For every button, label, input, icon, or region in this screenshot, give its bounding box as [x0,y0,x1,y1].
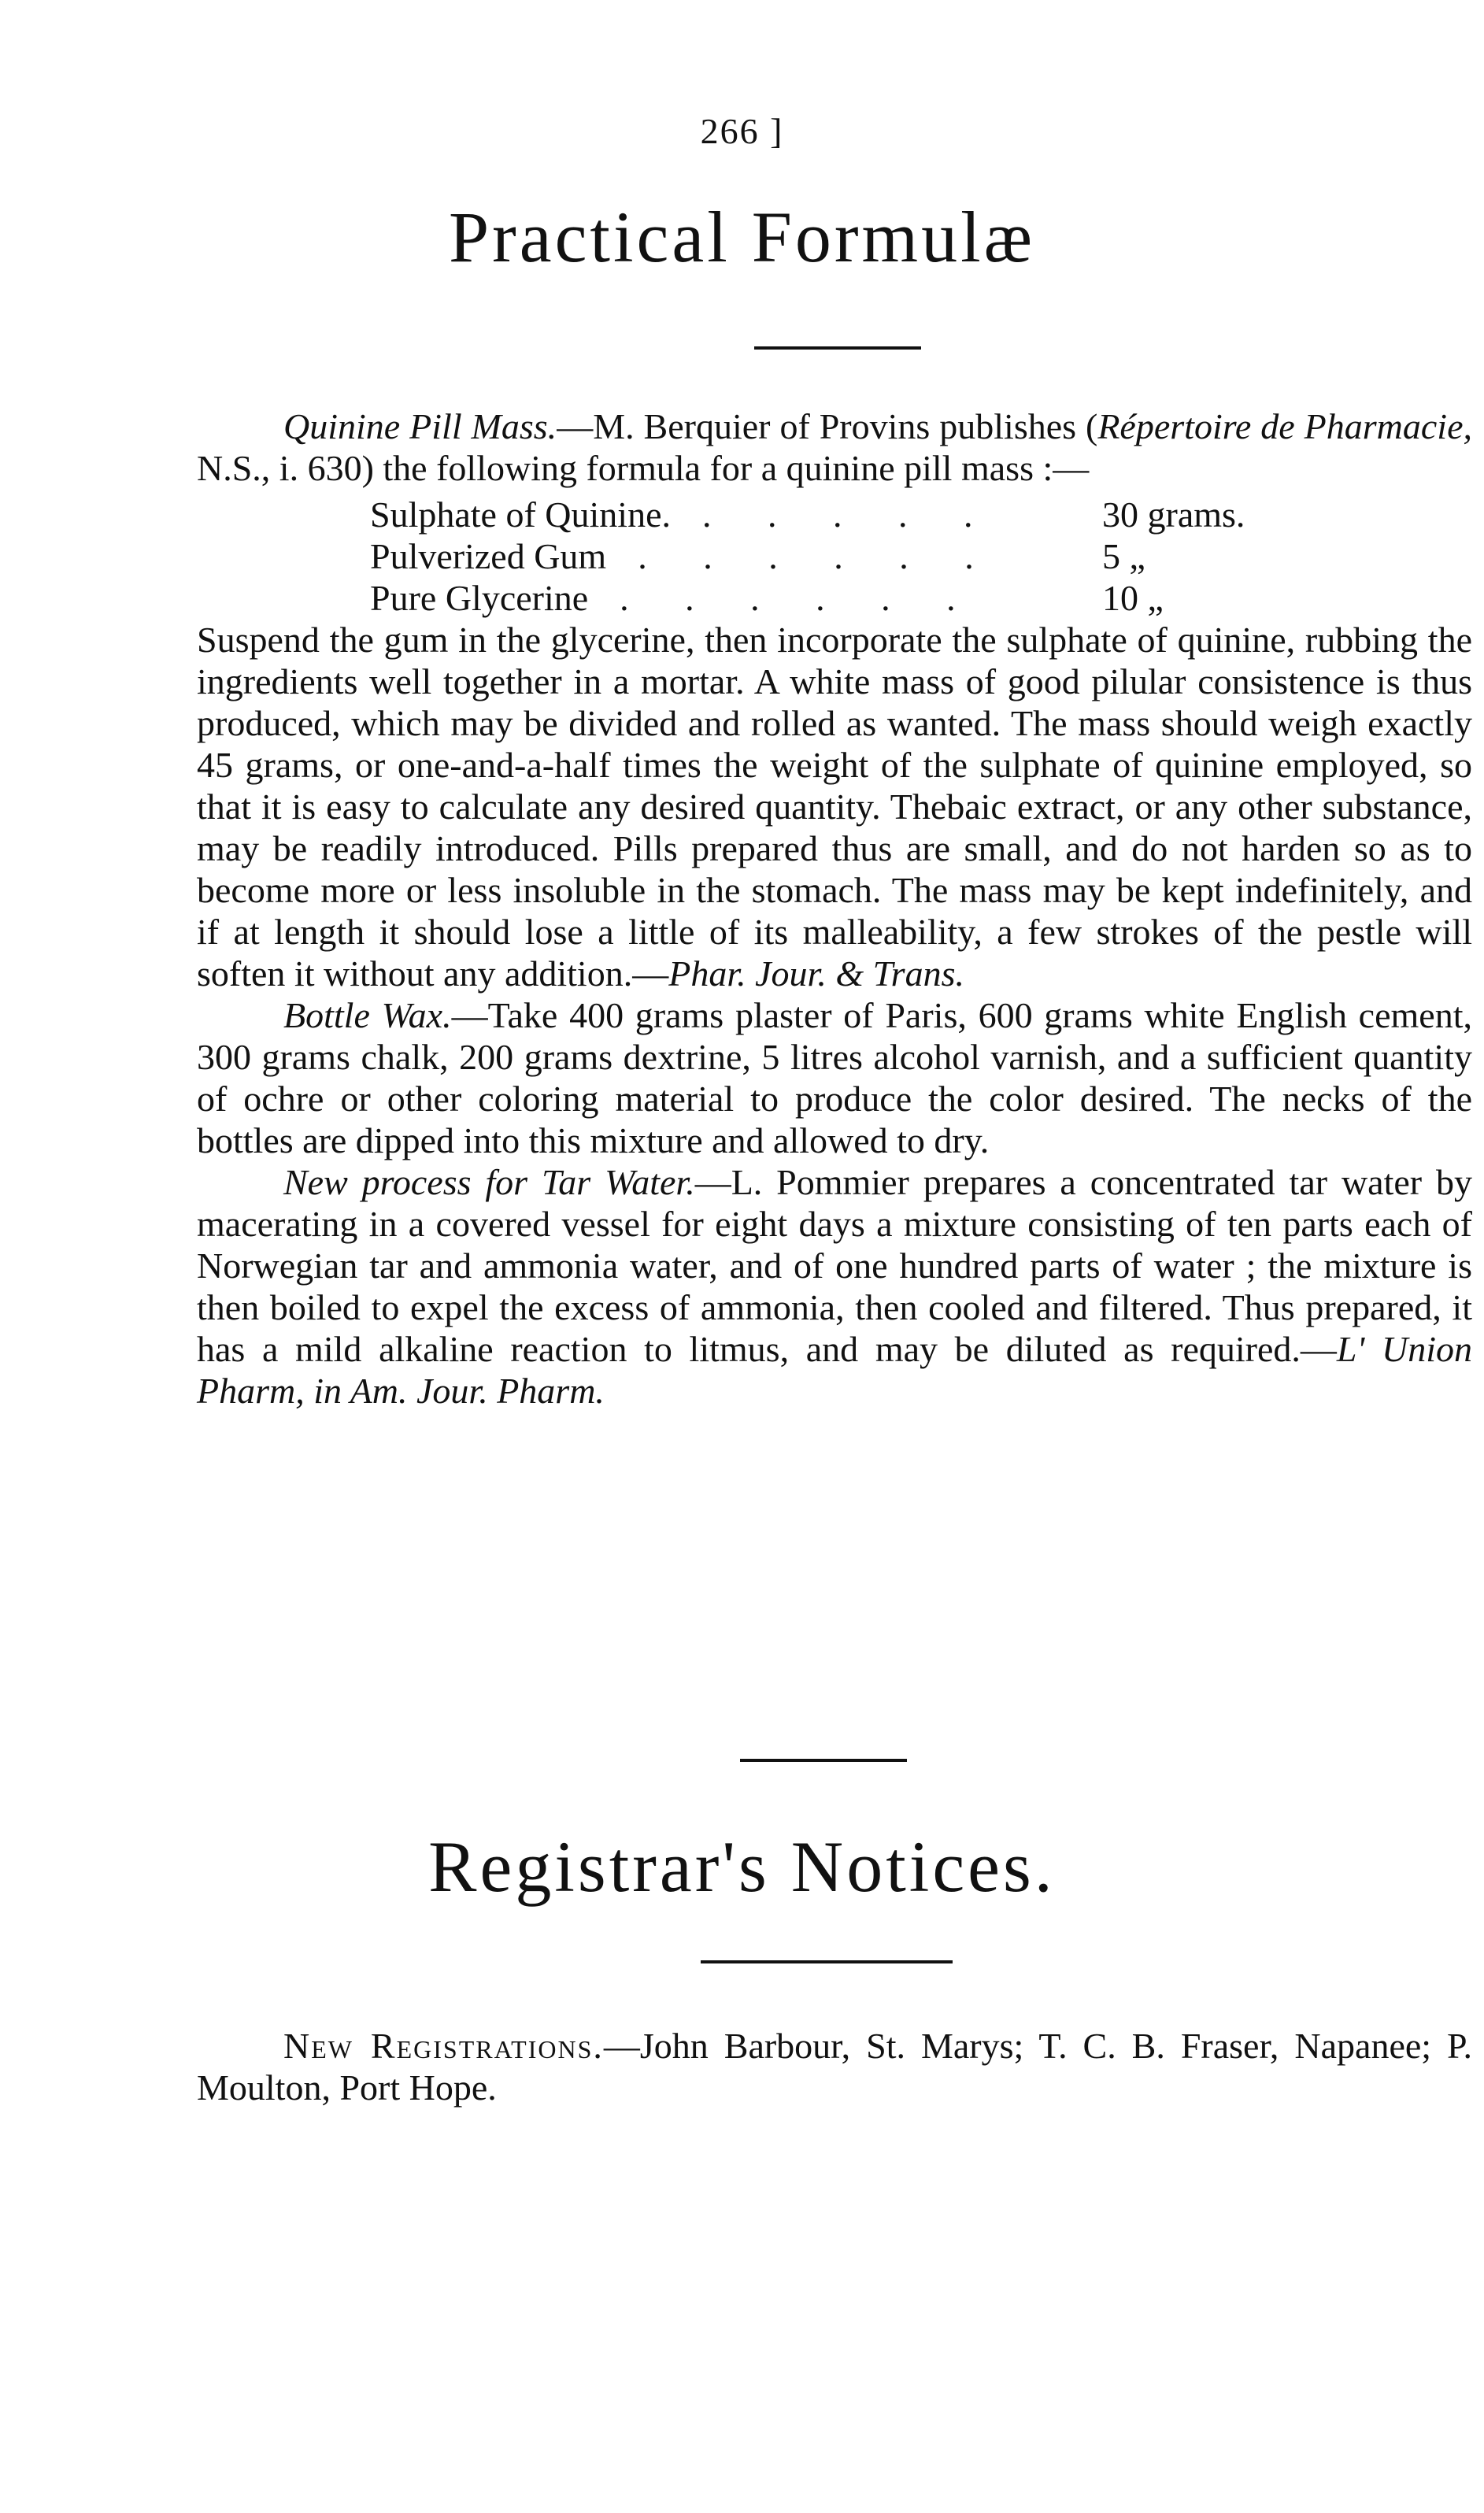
formula-table [370,494,1275,619]
formula-ingredient: Sulphate of Quinine. [370,494,671,535]
registrations-text: —John Barbour, St. Marys; T. C. B. Fraser, Napanee; P. Moulton, Port Hope. [197,2026,1472,2108]
formula-leader-dots: . . . . . . [620,578,979,618]
article-body-text: —Take 400 grams plaster of Paris, 600 grams white English cement, 300 grams chalk, 200 grams dextrine, 5 litres alcohol varnish, and a sufficient quantity of ochre or other coloring material to produce the color desired. The necks of the bottles are dipped into this mixture and allowed to dry. [197,995,1472,1160]
formula-quantity: 30 grams. [1102,494,1245,535]
section-title-practical-formulae: Practical Formulæ [448,197,1036,277]
article-citation: L' Union Pharm, in Am. Jour. Pharm. [197,1329,1472,1411]
formula-row [370,535,1275,577]
article-source: Répertoire de Pharmacie, [1097,406,1473,446]
article-body [197,619,1472,994]
section-divider [740,1759,907,1762]
article-body-text: —L. Pommier prepares a concentrated tar water by macerating in a covered vessel for eight days a mixture consisting of ten parts each of Norwegian tar and ammonia water, and of one hundred parts of water ; the mixture is then boiled to expel the excess of ammonia, then cooled and filtered. Thus prepared, it has a mild alkaline reaction to litmus, and may be diluted as required.— [197,1162,1472,1369]
registrars-notices-body [197,2025,1472,2108]
formula-row [370,577,1275,619]
formula-ingredient: Pulverized Gum [370,536,607,576]
article-tar-water [197,1161,1472,1412]
formula-leader-dots: . . . . . . [638,536,997,576]
formula-quantity: 10 „ [1102,578,1164,618]
new-registrations [197,2025,1472,2108]
page-number: 266 ] [700,111,784,151]
formula-leader-dots: . . . . . [702,494,997,535]
article-body-text: Suspend the gum in the glycerine, then incorporate the sulphate of quinine, rubbing the ingredients well together in a mortar. A white mass of good pilular consistence is thus produced, which may be divided and rolled as wanted. The mass should weigh exactly 45 grams, or one-and-a-half times the weight of the sulphate of quinine employed, so that it is easy to calculate any desired quantity. Thebaic extract, or any other substance, may be readily introduced. Pills prepared thus are small, and do not harden so as to become more or less insoluble in the stomach. The mass may be kept indefinitely, and if at length it should lose a little of its malleability, a few strokes of the pestle will soften it without any addition.— [197,620,1472,994]
practical-formulae-body [197,405,1472,1412]
article-bottle-wax [197,994,1472,1161]
article-quinine-pill-mass [197,405,1472,489]
article-citation: Phar. Jour. & Trans. [668,953,964,994]
title-divider [701,1960,953,1963]
registrations-lead: New Registrations. [283,2026,604,2066]
article-intro: —M. Berquier of Provins publishes ( [557,406,1098,446]
article-heading: New process for Tar Water. [283,1162,695,1202]
title-divider [754,346,921,350]
section-title-registrars-notices: Registrar's Notices. [428,1826,1056,1907]
article-heading: Bottle Wax. [283,995,452,1035]
formula-ingredient: Pure Glycerine [370,578,589,618]
article-heading: Quinine Pill Mass. [283,406,557,446]
formula-quantity: 5 „ [1102,536,1145,576]
article-intro-continued: N.S., i. 630) the following formula for a quinine pill mass :— [197,448,1090,488]
formula-row [370,494,1275,535]
